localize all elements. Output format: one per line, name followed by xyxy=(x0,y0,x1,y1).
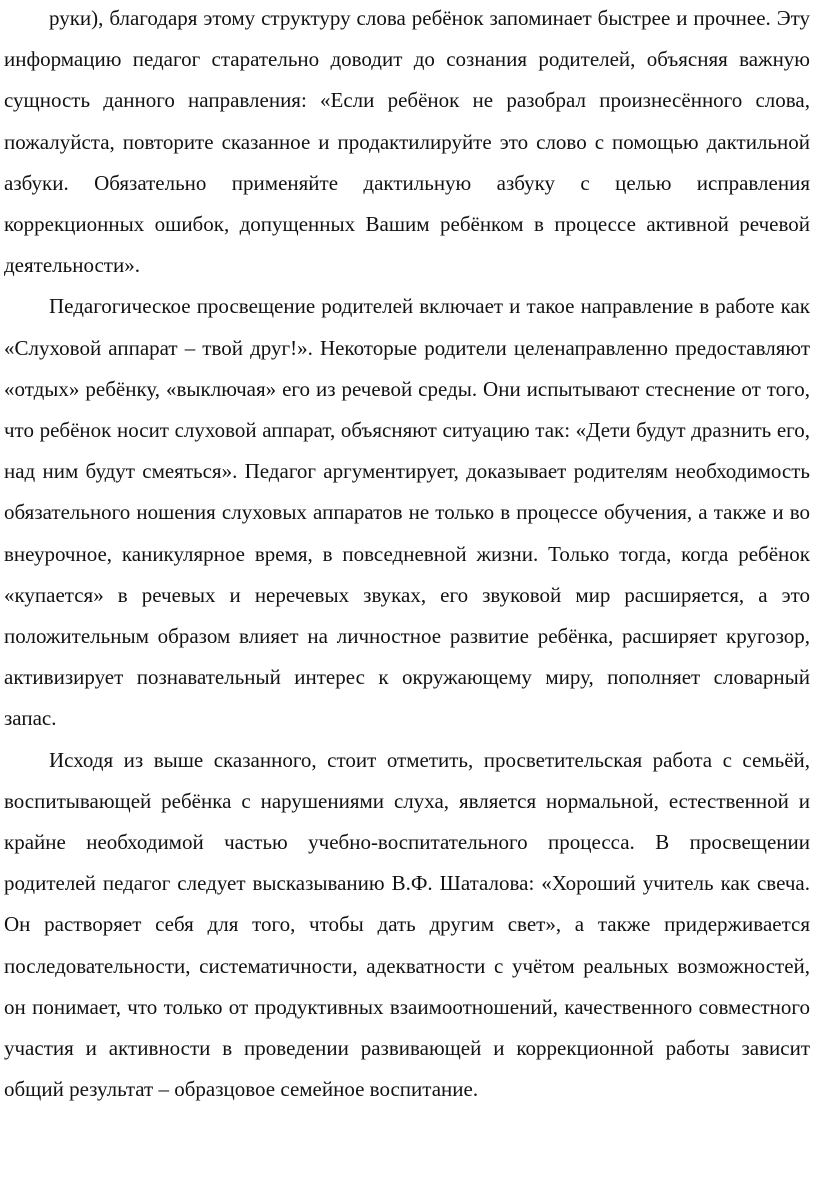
paragraph-dactyl-alphabet: руки), благодаря этому структуру слова ребёнок запоминает быстрее и прочнее. Эту информацию педагог старательно доводит до сознания родителей, объясняя важную сущность данного направления: «Если ребёнок не разобрал произнесённого слова, пожалуйста, повторите сказанное и продактилируйте это слово с помощью дактильной азбуки. Обязательно применяйте дактильную азбуку с целью исправления коррекционных ошибок, допущенных Вашим ребёнком в процессе активной речевой деятельности». xyxy=(4,6,810,278)
paragraph-hearing-aid: Педагогическое просвещение родителей включает и такое направление в работе как «Слуховой аппарат – твой друг!». Некоторые родители целенаправленно предоставляют «отдых» ребёнку, «выключая» его из речевой среды. Они испытывают стеснение от того, что ребёнок носит слуховой аппарат, объясняют ситуацию так: «Дети будут дразнить его, над ним будут смеяться». Педагог аргументирует, доказывает родителям необходимость обязательного ношения слуховых аппаратов не только в процессе обучения, а также и во внеурочное, каникулярное время, в повседневной жизни. Только тогда, когда ребёнок «купается» в речевых и неречевых звуках, его звуковой мир расширяется, а это положительным образом влияет на личностное развитие ребёнка, расширяет кругозор, активизирует познавательный интерес к окружающему миру, пополняет словарный запас. xyxy=(4,294,810,731)
paragraph-conclusion: Исходя из выше сказанного, стоит отметить, просветительская работа с семьёй, воспитывающей ребёнка с нарушениями слуха, является нормальной, естественной и крайне необходимой частью учебно-воспитательного процесса. В просвещении родителей педагог следует высказыванию В.Ф. Шаталова: «Хороший учитель как свеча. Он растворяет себя для того, чтобы дать другим свет», а также придерживается последовательности, систематичности, адекватности с учётом реальных возможностей, он понимает, что только от продуктивных взаимоотношений, качественного совместного участия и активности в проведении развивающей и коррекционной работы зависит общий результат – образцовое семейное воспитание. xyxy=(4,747,810,1102)
